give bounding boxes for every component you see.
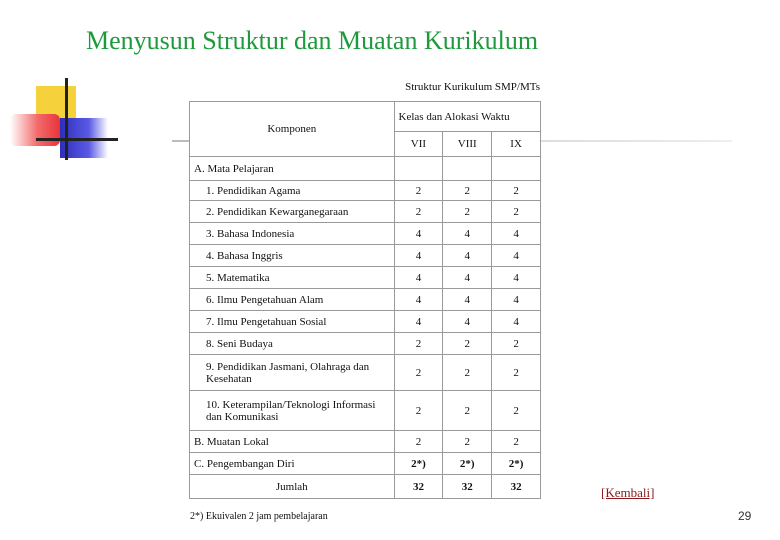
subject-name: 1. Pendidikan Agama xyxy=(190,181,395,201)
hours-cell: 4 xyxy=(443,267,492,289)
hours-cell: 4 xyxy=(394,311,443,333)
header-grade: IX xyxy=(492,132,541,157)
header-grade: VII xyxy=(394,132,443,157)
hours-cell: 4 xyxy=(443,245,492,267)
hours-cell: 2 xyxy=(443,431,492,453)
jumlah-label: Jumlah xyxy=(190,475,395,499)
subject-name: 5. Matematika xyxy=(190,267,395,289)
hours-cell: 4 xyxy=(492,267,541,289)
table-row xyxy=(190,289,541,311)
subject-name: 10. Keterampilan/Teknologi Informasi dan Komunikasi xyxy=(190,391,395,431)
table-row xyxy=(190,431,541,453)
hours-cell: 2 xyxy=(394,391,443,431)
hours-cell: 2 xyxy=(492,391,541,431)
table-row xyxy=(190,475,541,499)
hours-cell: 4 xyxy=(443,289,492,311)
hours-cell: 4 xyxy=(394,289,443,311)
table-row xyxy=(190,223,541,245)
hours-cell: 4 xyxy=(394,245,443,267)
table-row xyxy=(190,245,541,267)
table-row xyxy=(190,333,541,355)
hours-cell: 2 xyxy=(492,181,541,201)
hours-cell: 4 xyxy=(492,289,541,311)
slide-logo xyxy=(8,78,118,164)
hours-cell: 2*) xyxy=(492,453,541,475)
kembali-link[interactable]: [Kembali] xyxy=(601,485,655,500)
subject-name: 2. Pendidikan Kewarganegaraan xyxy=(190,201,395,223)
table-row xyxy=(190,391,541,431)
hours-cell: 2 xyxy=(394,431,443,453)
subject-name: 3. Bahasa Indonesia xyxy=(190,223,395,245)
pengembangan-diri-label: C. Pengembangan Diri xyxy=(190,453,395,475)
hours-cell: 2 xyxy=(443,201,492,223)
curriculum-table xyxy=(189,101,541,499)
hours-cell: 2 xyxy=(443,355,492,391)
hours-cell: 2 xyxy=(394,181,443,201)
table-row xyxy=(190,311,541,333)
hours-cell: 2 xyxy=(443,391,492,431)
footnote: 2*) Ekuivalen 2 jam pembelajaran xyxy=(190,511,328,522)
hours-cell: 4 xyxy=(443,223,492,245)
hours-cell: 2*) xyxy=(443,453,492,475)
page-number: 29 xyxy=(738,509,752,523)
total-cell: 32 xyxy=(492,475,541,499)
hours-cell: 2 xyxy=(492,333,541,355)
hours-cell: 4 xyxy=(394,223,443,245)
hours-cell: 2 xyxy=(443,181,492,201)
muatan-lokal-label: B. Muatan Lokal xyxy=(190,431,395,453)
hours-cell: 2 xyxy=(394,355,443,391)
hours-cell: 4 xyxy=(492,311,541,333)
subject-name: 8. Seni Budaya xyxy=(190,333,395,355)
subject-name: 9. Pendidikan Jasmani, Olahraga dan Kesehatan xyxy=(190,355,395,391)
slide-title: Menyusun Struktur dan Muatan Kurikulum xyxy=(86,26,539,55)
hours-cell: 4 xyxy=(492,245,541,267)
header-komponen: Komponen xyxy=(190,102,395,157)
total-cell: 32 xyxy=(443,475,492,499)
table-row xyxy=(190,181,541,201)
table-caption: Struktur Kurikulum SMP/MTs xyxy=(405,81,540,93)
hours-cell: 2 xyxy=(492,431,541,453)
section-a-label: A. Mata Pelajaran xyxy=(190,157,395,181)
subject-name: 4. Bahasa Inggris xyxy=(190,245,395,267)
subject-name: 6. Ilmu Pengetahuan Alam xyxy=(190,289,395,311)
hours-cell: 4 xyxy=(394,267,443,289)
hours-cell: 4 xyxy=(443,311,492,333)
hours-cell: 2 xyxy=(443,333,492,355)
table-row xyxy=(190,453,541,475)
hours-cell: 2 xyxy=(394,201,443,223)
table-row xyxy=(190,267,541,289)
hours-cell: 2*) xyxy=(394,453,443,475)
hours-cell: 2 xyxy=(492,201,541,223)
table-row xyxy=(190,355,541,391)
hours-cell: 2 xyxy=(492,355,541,391)
hours-cell: 4 xyxy=(492,223,541,245)
header-kelas: Kelas dan Alokasi Waktu xyxy=(394,102,540,132)
total-cell: 32 xyxy=(394,475,443,499)
subject-name: 7. Ilmu Pengetahuan Sosial xyxy=(190,311,395,333)
hours-cell: 2 xyxy=(394,333,443,355)
table-row xyxy=(190,201,541,223)
header-grade: VIII xyxy=(443,132,492,157)
